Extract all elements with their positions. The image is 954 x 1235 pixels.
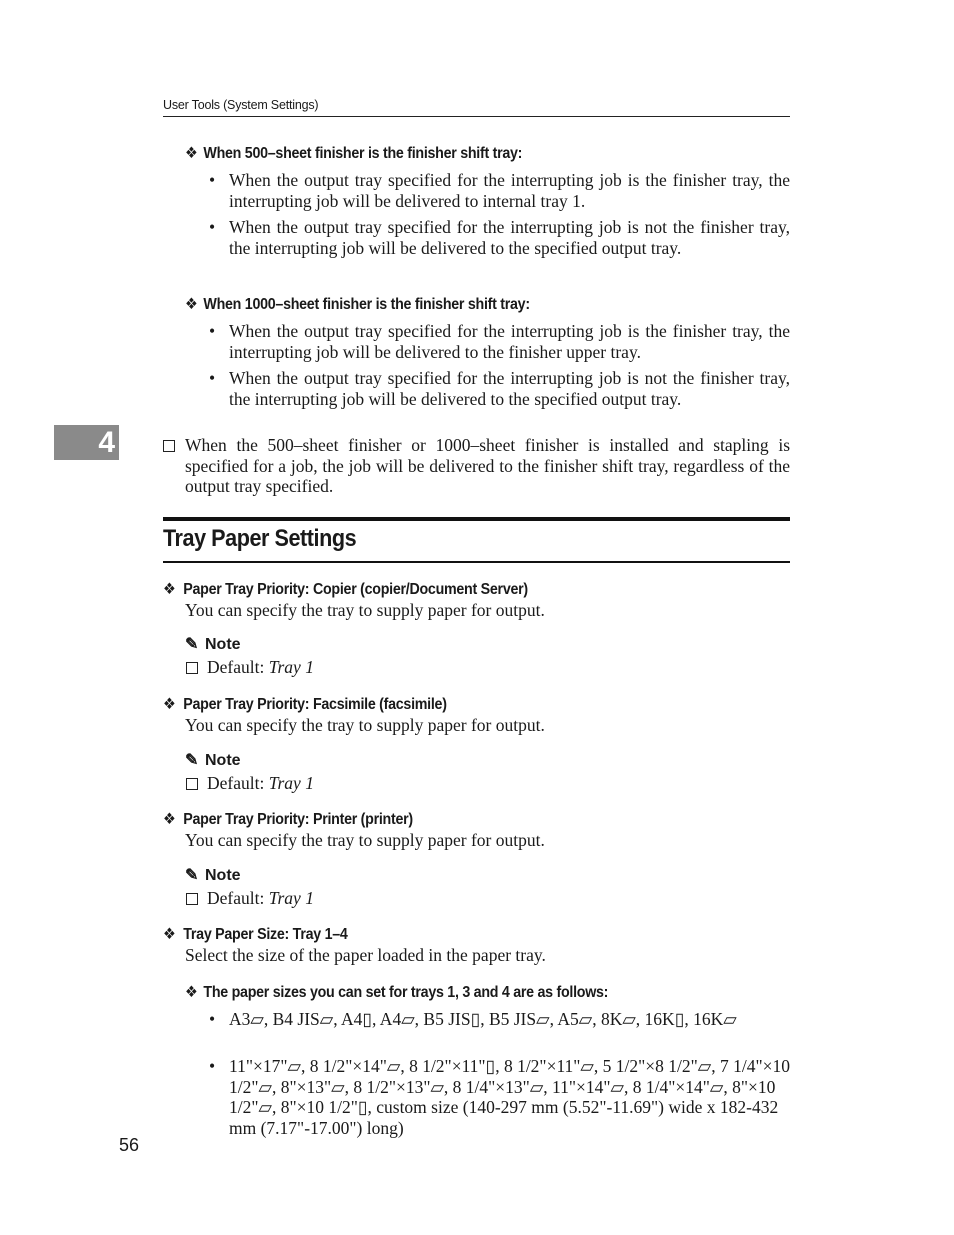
pencil-icon: ✎ — [185, 867, 199, 884]
list-item — [209, 217, 790, 258]
chapter-number: 4 — [98, 426, 115, 459]
finisher-500-heading: ❖ When 500–sheet finisher is the finisher shift tray: — [185, 145, 523, 162]
tray-paper-size-description: Select the size of the paper loaded in the paper tray. — [185, 945, 546, 965]
diamond-bullet-icon: ❖ — [185, 984, 198, 1001]
section-title: Tray Paper Settings — [163, 525, 357, 552]
finisher-500-bullet-1: When the output tray specified for the interrupting job is the finisher tray, the interrupting job will be delivered to internal tray 1. — [229, 170, 790, 211]
note-heading: ✎ Note — [185, 636, 241, 653]
inch-sizes: 11"×17"▱, 8 1/2"×14"▱, 8 1/2"×11"▯, 8 1/2"×11"▱, 5 1/2"×8 1/2"▱, 7 1/4"×10 1/2"▱, 8"×13"▱, 8 1/2"×13"▱, 8 1/4"×13"▱, 11"×14"▱, 8 1/4"×14"▱, 8"×10 1/2"▱, 8"×10 1/2"▯, custom size (140-297 mm (5.52"-11.69") wide x 182-432 mm (7.17"-17.00") long) — [229, 1056, 790, 1138]
facsimile-priority-heading: ❖ Paper Tray Priority: Facsimile (facsimile) — [163, 696, 447, 713]
default-value-line: Default: Tray 1 — [207, 773, 314, 794]
diamond-bullet-icon: ❖ — [163, 926, 176, 943]
checkbox-icon — [186, 893, 198, 905]
facsimile-priority-description: You can specify the tray to supply paper for output. — [185, 715, 545, 735]
diamond-bullet-icon: ❖ — [163, 581, 176, 598]
section-rule-top — [163, 517, 790, 521]
bullet-dot-icon: • — [209, 170, 216, 190]
printer-priority-description: You can specify the tray to supply paper for output. — [185, 830, 545, 850]
note-heading: ✎ Note — [185, 752, 241, 769]
pencil-icon: ✎ — [185, 752, 199, 769]
bullet-dot-icon: • — [209, 217, 216, 237]
checkbox-icon — [186, 778, 198, 790]
list-item — [209, 1056, 790, 1138]
default-value-line: Default: Tray 1 — [207, 657, 314, 678]
tray-paper-size-heading: ❖ Tray Paper Size: Tray 1–4 — [163, 926, 348, 943]
metric-sizes: A3▱, B4 JIS▱, A4▯, A4▱, B5 JIS▯, B5 JIS▱, A5▱, 8K▱, 16K▯, 16K▱ — [229, 1009, 737, 1029]
printer-priority-heading: ❖ Paper Tray Priority: Printer (printer) — [163, 811, 413, 828]
page-number: 56 — [119, 1135, 140, 1155]
list-item — [209, 1009, 790, 1030]
bullet-dot-icon: • — [209, 368, 216, 388]
chapter-tab — [54, 425, 119, 460]
running-head-text: User Tools (System Settings) — [163, 98, 319, 112]
diamond-bullet-icon: ❖ — [163, 696, 176, 713]
list-item — [209, 170, 790, 211]
tray-sizes-subheading: ❖ The paper sizes you can set for trays 1, 3 and 4 are as follows: — [185, 984, 609, 1001]
bullet-dot-icon: • — [209, 1009, 216, 1029]
copier-priority-description: You can specify the tray to supply paper for output. — [185, 600, 545, 620]
note-heading: ✎ Note — [185, 867, 241, 884]
stapling-note: When the 500–sheet finisher or 1000–sheet finisher is installed and stapling is specified for a job, the job will be delivered to the finisher shift tray, regardless of the output tray specified. — [185, 435, 790, 497]
list-item — [209, 321, 790, 362]
finisher-1000-heading: ❖ When 1000–sheet finisher is the finisher shift tray: — [185, 296, 530, 313]
finisher-500-bullet-2: When the output tray specified for the interrupting job is not the finisher tray, the interrupting job will be delivered to the specified output tray. — [229, 217, 790, 258]
checkbox-icon — [163, 440, 175, 452]
bullet-dot-icon: • — [209, 1056, 216, 1076]
diamond-bullet-icon: ❖ — [185, 296, 198, 313]
running-header — [163, 96, 790, 117]
bullet-dot-icon: • — [209, 321, 216, 341]
diamond-bullet-icon: ❖ — [185, 145, 198, 162]
section-rule-bottom — [163, 561, 790, 563]
default-value-line: Default: Tray 1 — [207, 888, 314, 909]
diamond-bullet-icon: ❖ — [163, 811, 176, 828]
finisher-1000-bullet-2: When the output tray specified for the interrupting job is not the finisher tray, the interrupting job will be delivered to the specified output tray. — [229, 368, 790, 409]
pencil-icon: ✎ — [185, 636, 199, 653]
checkbox-icon — [186, 662, 198, 674]
list-item — [209, 368, 790, 409]
finisher-1000-bullet-1: When the output tray specified for the interrupting job is the finisher tray, the interrupting job will be delivered to the finisher upper tray. — [229, 321, 790, 362]
copier-priority-heading: ❖ Paper Tray Priority: Copier (copier/Document Server) — [163, 581, 528, 598]
